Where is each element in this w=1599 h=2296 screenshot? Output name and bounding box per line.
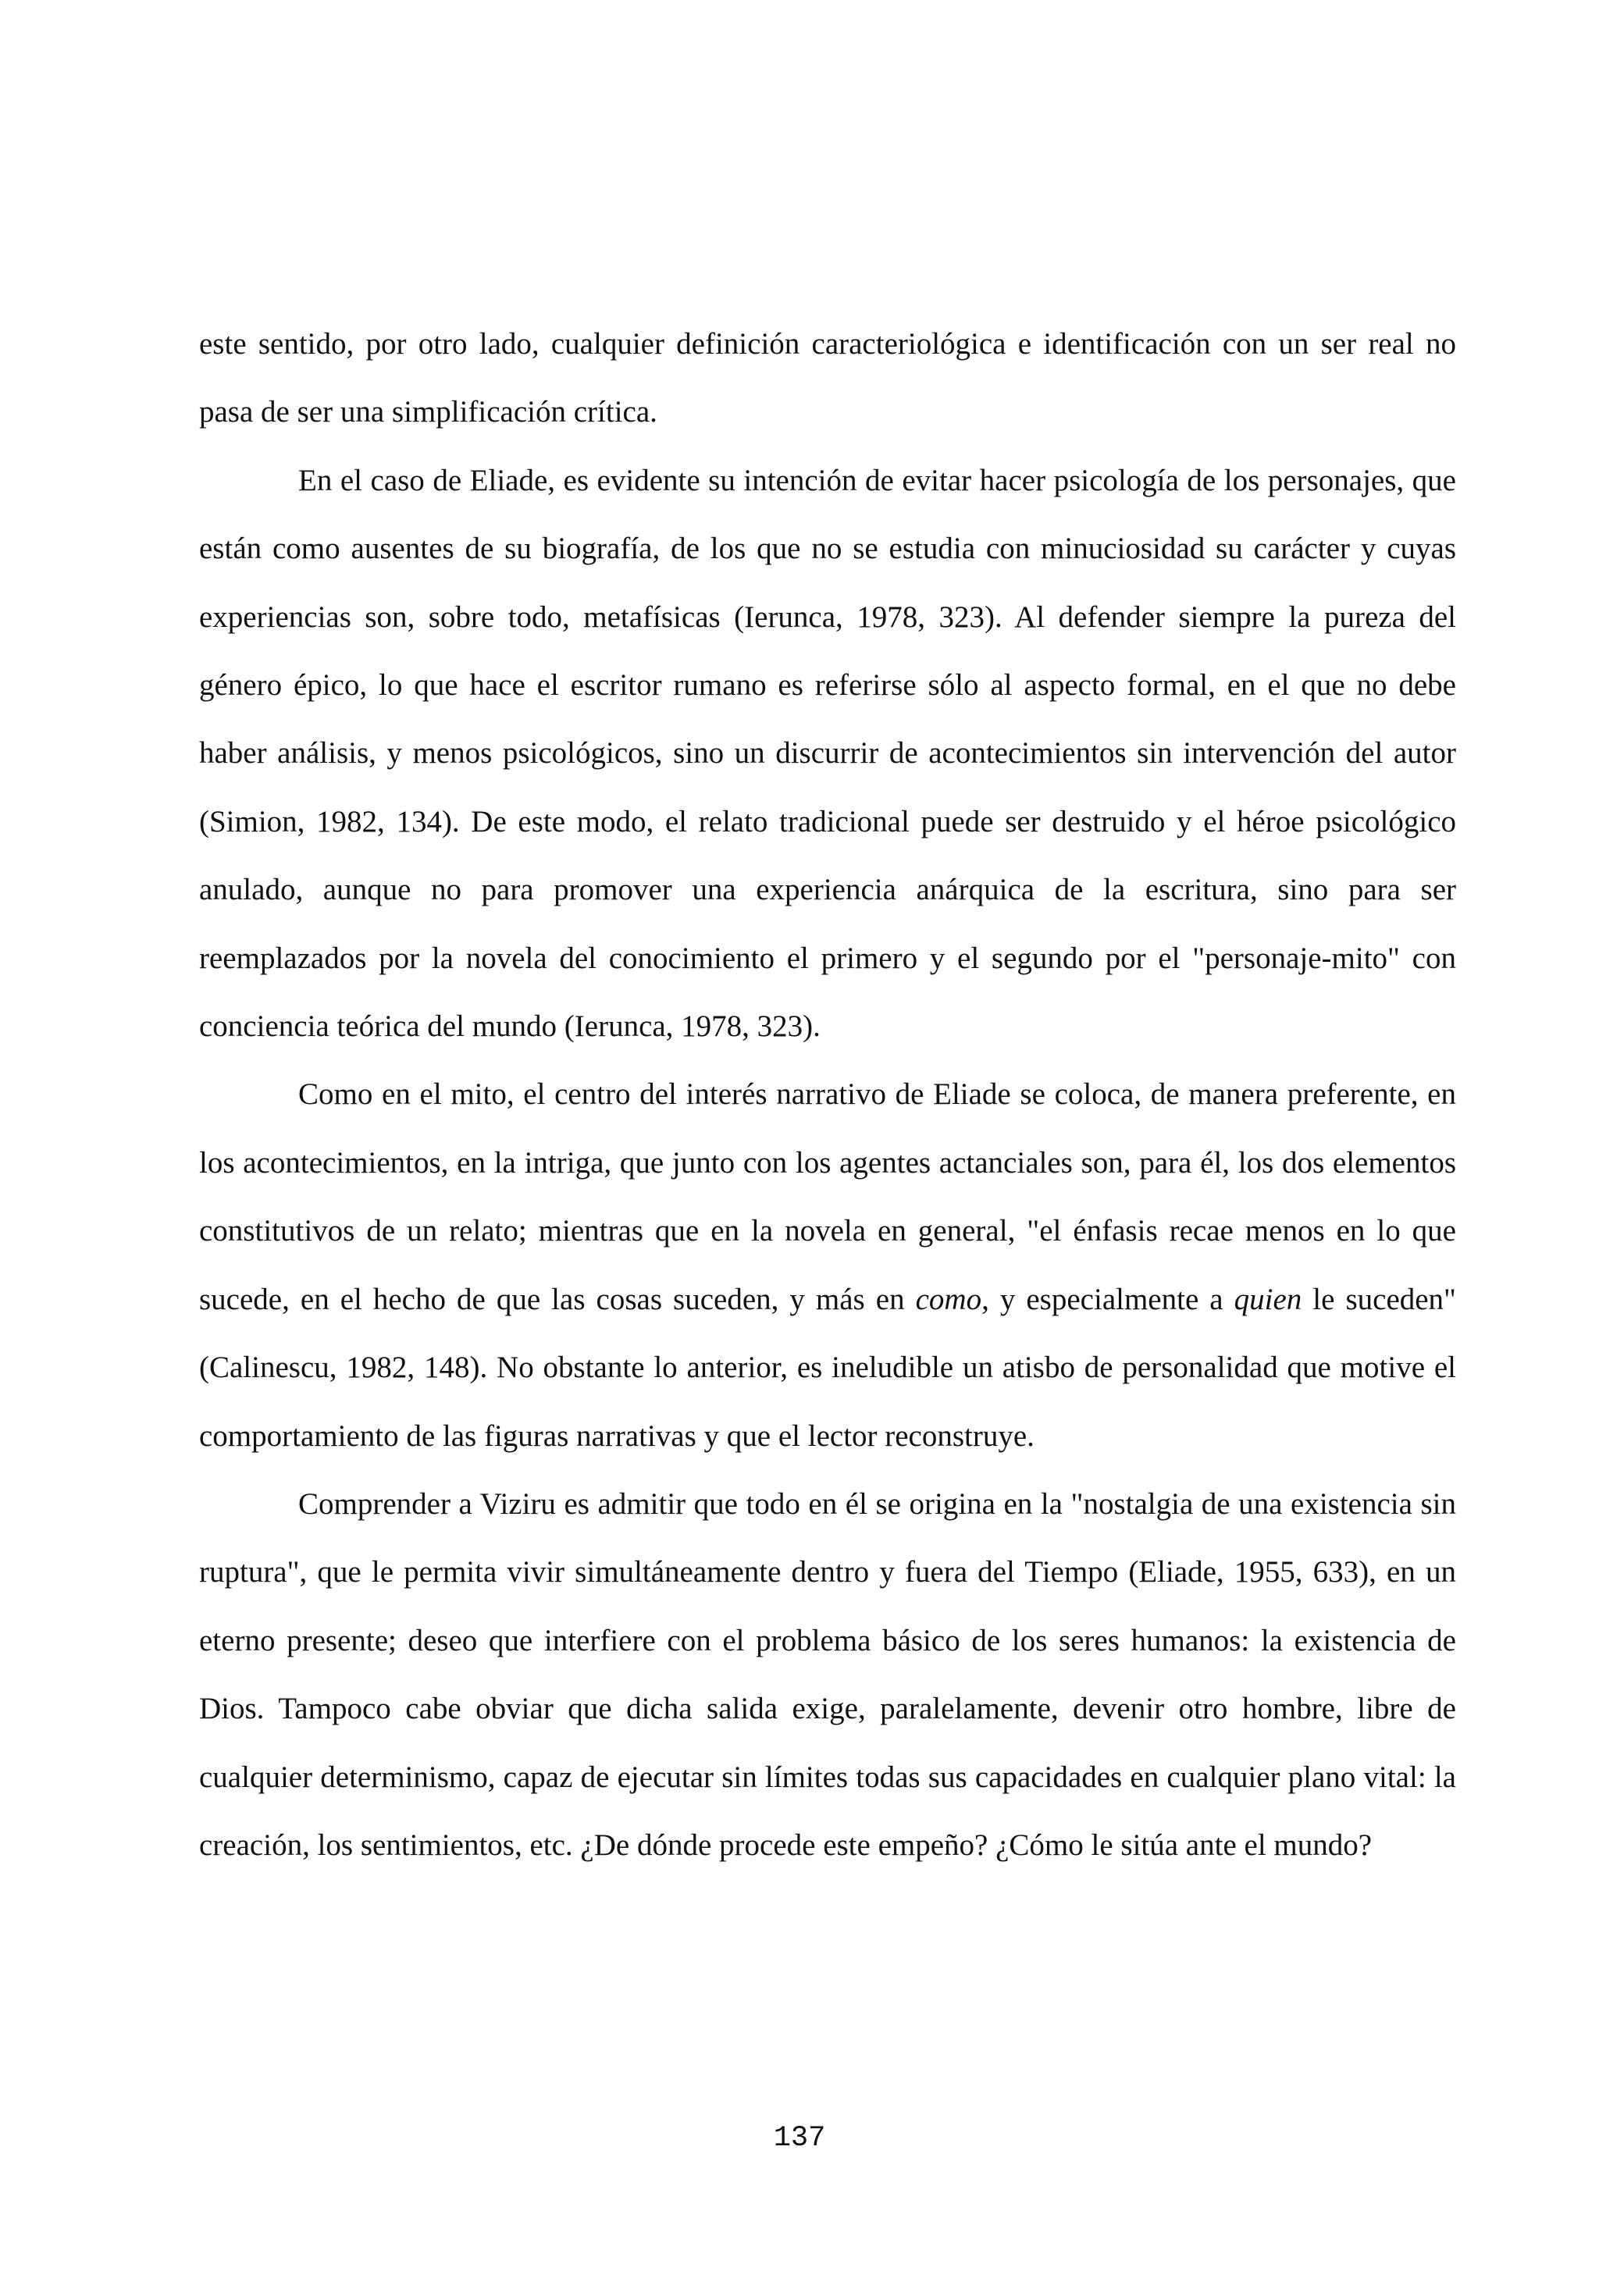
body-text	[199, 310, 1456, 1879]
text-run: , y especialmente a	[981, 1282, 1234, 1316]
page-number: 137	[773, 2122, 826, 2155]
paragraph-3	[199, 1060, 1456, 1469]
text-run: este sentido, por otro lado, cualquier definición caracteriológica e identificación con un ser real no pasa de ser una simplificación crítica.	[199, 327, 1456, 429]
text-run: Como en el mito, el centro del interés narrativo de Eliade se coloca, de manera preferente, en los acontecimientos, en la intriga, que junto con los agentes actanciales son, para él, los dos elementos constitutivos de un relato; mientras que en la novela en general, "el énfasis recae menos en lo que sucede, en el hecho de que las cosas suceden, y más en	[199, 1077, 1456, 1316]
paragraph-4	[199, 1470, 1456, 1879]
text-run: Comprender a Viziru es admitir que todo en él se origina en la "nostalgia de una existencia sin ruptura", que le permita vivir simultáneamente dentro y fuera del Tiempo (Eliade, 1955, 633), en un eterno presente; deseo que interfiere con el problema básico de los seres humanos: la existencia de Dios. Tampoco cabe obviar que dicha salida exige, paralelamente, devenir otro hombre, libre de cualquier determinismo, capaz de ejecutar sin límites todas sus capacidades en cualquier plano vital: la creación, los sentimientos, etc. ¿De dónde procede este empeño? ¿Cómo le sitúa ante el mundo?	[199, 1486, 1456, 1862]
italic-text: como	[915, 1282, 982, 1316]
paragraph-1	[199, 310, 1456, 447]
paragraph-2	[199, 447, 1456, 1061]
italic-text: quien	[1234, 1282, 1302, 1316]
text-run: le suceden" (Calinescu, 1982, 148). No obstante lo anterior, es ineludible un atisbo de personalidad que motive el comportamiento de las figuras narrativas y que el lector reconstruye.	[199, 1282, 1456, 1453]
text-run: En el caso de Eliade, es evidente su intención de evitar hacer psicología de los personajes, que están como ausentes de su biografía, de los que no se estudia con minuciosidad su carácter y cuyas experiencias son, sobre todo, metafísicas (Ierunca, 1978, 323). Al defender siempre la pureza del género épico, lo que hace el escritor rumano es referirse sólo al aspecto formal, en el que no debe haber análisis, y menos psicológicos, sino un discurrir de acontecimientos sin intervención del autor (Simion, 1982, 134). De este modo, el relato tradicional puede ser destruido y el héroe psicológico anulado, aunque no para promover una experiencia anárquica de la escritura, sino para ser reemplazados por la novela del conocimiento el primero y el segundo por el "personaje-mito" con conciencia teórica del mundo (Ierunca, 1978, 323).	[199, 463, 1456, 1044]
